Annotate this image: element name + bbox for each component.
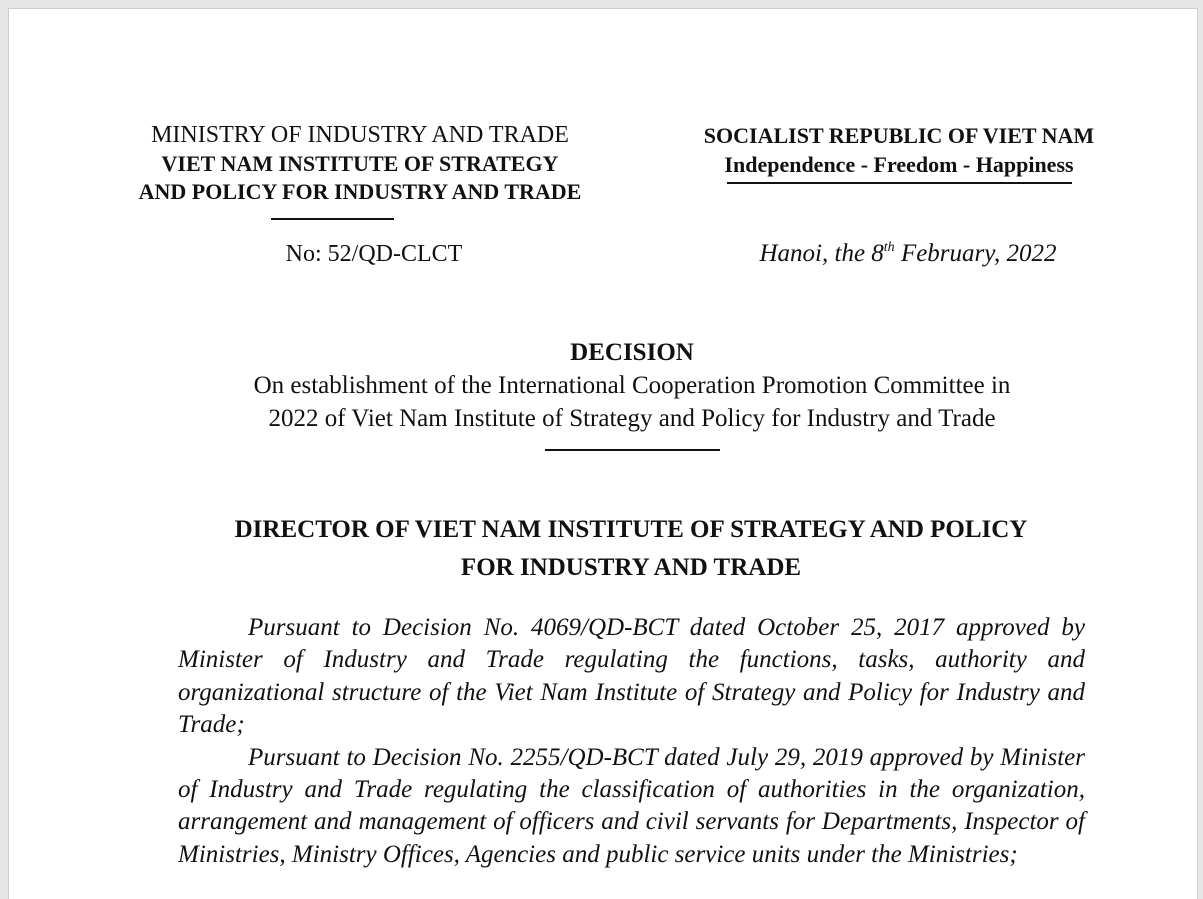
preamble-paragraph-1: Pursuant to Decision No. 4069/QD-BCT dated October 25, 2017 approved by Minister of Industry and Trade regulating the functions, tasks, authority and organizational structure of the Viet Nam Institute of Strategy and Policy for Industry and Trade;	[178, 614, 1085, 739]
motto-underline	[727, 182, 1072, 184]
title-divider	[545, 449, 720, 451]
national-motto: Independence - Freedom - Happiness	[724, 152, 1074, 177]
authority-line-1: DIRECTOR OF VIET NAM INSTITUTE OF STRATEGY AND POLICY	[234, 516, 1028, 543]
ministry-name: MINISTRY OF INDUSTRY AND TRADE	[151, 122, 569, 148]
country-name: SOCIALIST REPUBLIC OF VIET NAM	[703, 123, 1095, 148]
preamble	[178, 612, 1085, 871]
document-number: No: 52/QD-CLCT	[285, 241, 463, 267]
subject-line-1: On establishment of the International Cooperation Promotion Committee in	[253, 372, 1011, 399]
authority-divider	[271, 218, 394, 220]
authority-line-2: FOR INDUSTRY AND TRADE	[460, 554, 802, 581]
institute-name-line2: AND POLICY FOR INDUSTRY AND TRADE	[138, 179, 582, 204]
date-prefix: Hanoi, the 8	[759, 240, 884, 267]
preamble-paragraph-2: Pursuant to Decision No. 2255/QD-BCT dated July 29, 2019 approved by Minister of Industry and Trade regulating the classification of authorities in the organization, arrangement and management of officers and civil servants for Departments, Inspector of Ministries, Ministry Offices, Agencies and public service units under the Ministries;	[178, 743, 1085, 868]
issuing-authority-block	[119, 121, 601, 206]
institute-name-line1: VIET NAM INSTITUTE OF STRATEGY	[161, 151, 559, 176]
issue-date	[699, 239, 1117, 269]
national-motto-block	[669, 121, 1129, 179]
subject-line-2: 2022 of Viet Nam Institute of Strategy and Policy for Industry and Trade	[268, 405, 996, 432]
decision-subject	[9, 369, 1203, 435]
date-ordinal-suffix: th	[883, 240, 895, 255]
date-suffix: February, 2022	[894, 240, 1057, 267]
document-heading: DECISION	[570, 339, 694, 366]
document-page	[8, 8, 1198, 899]
signing-authority-title	[159, 511, 1103, 587]
